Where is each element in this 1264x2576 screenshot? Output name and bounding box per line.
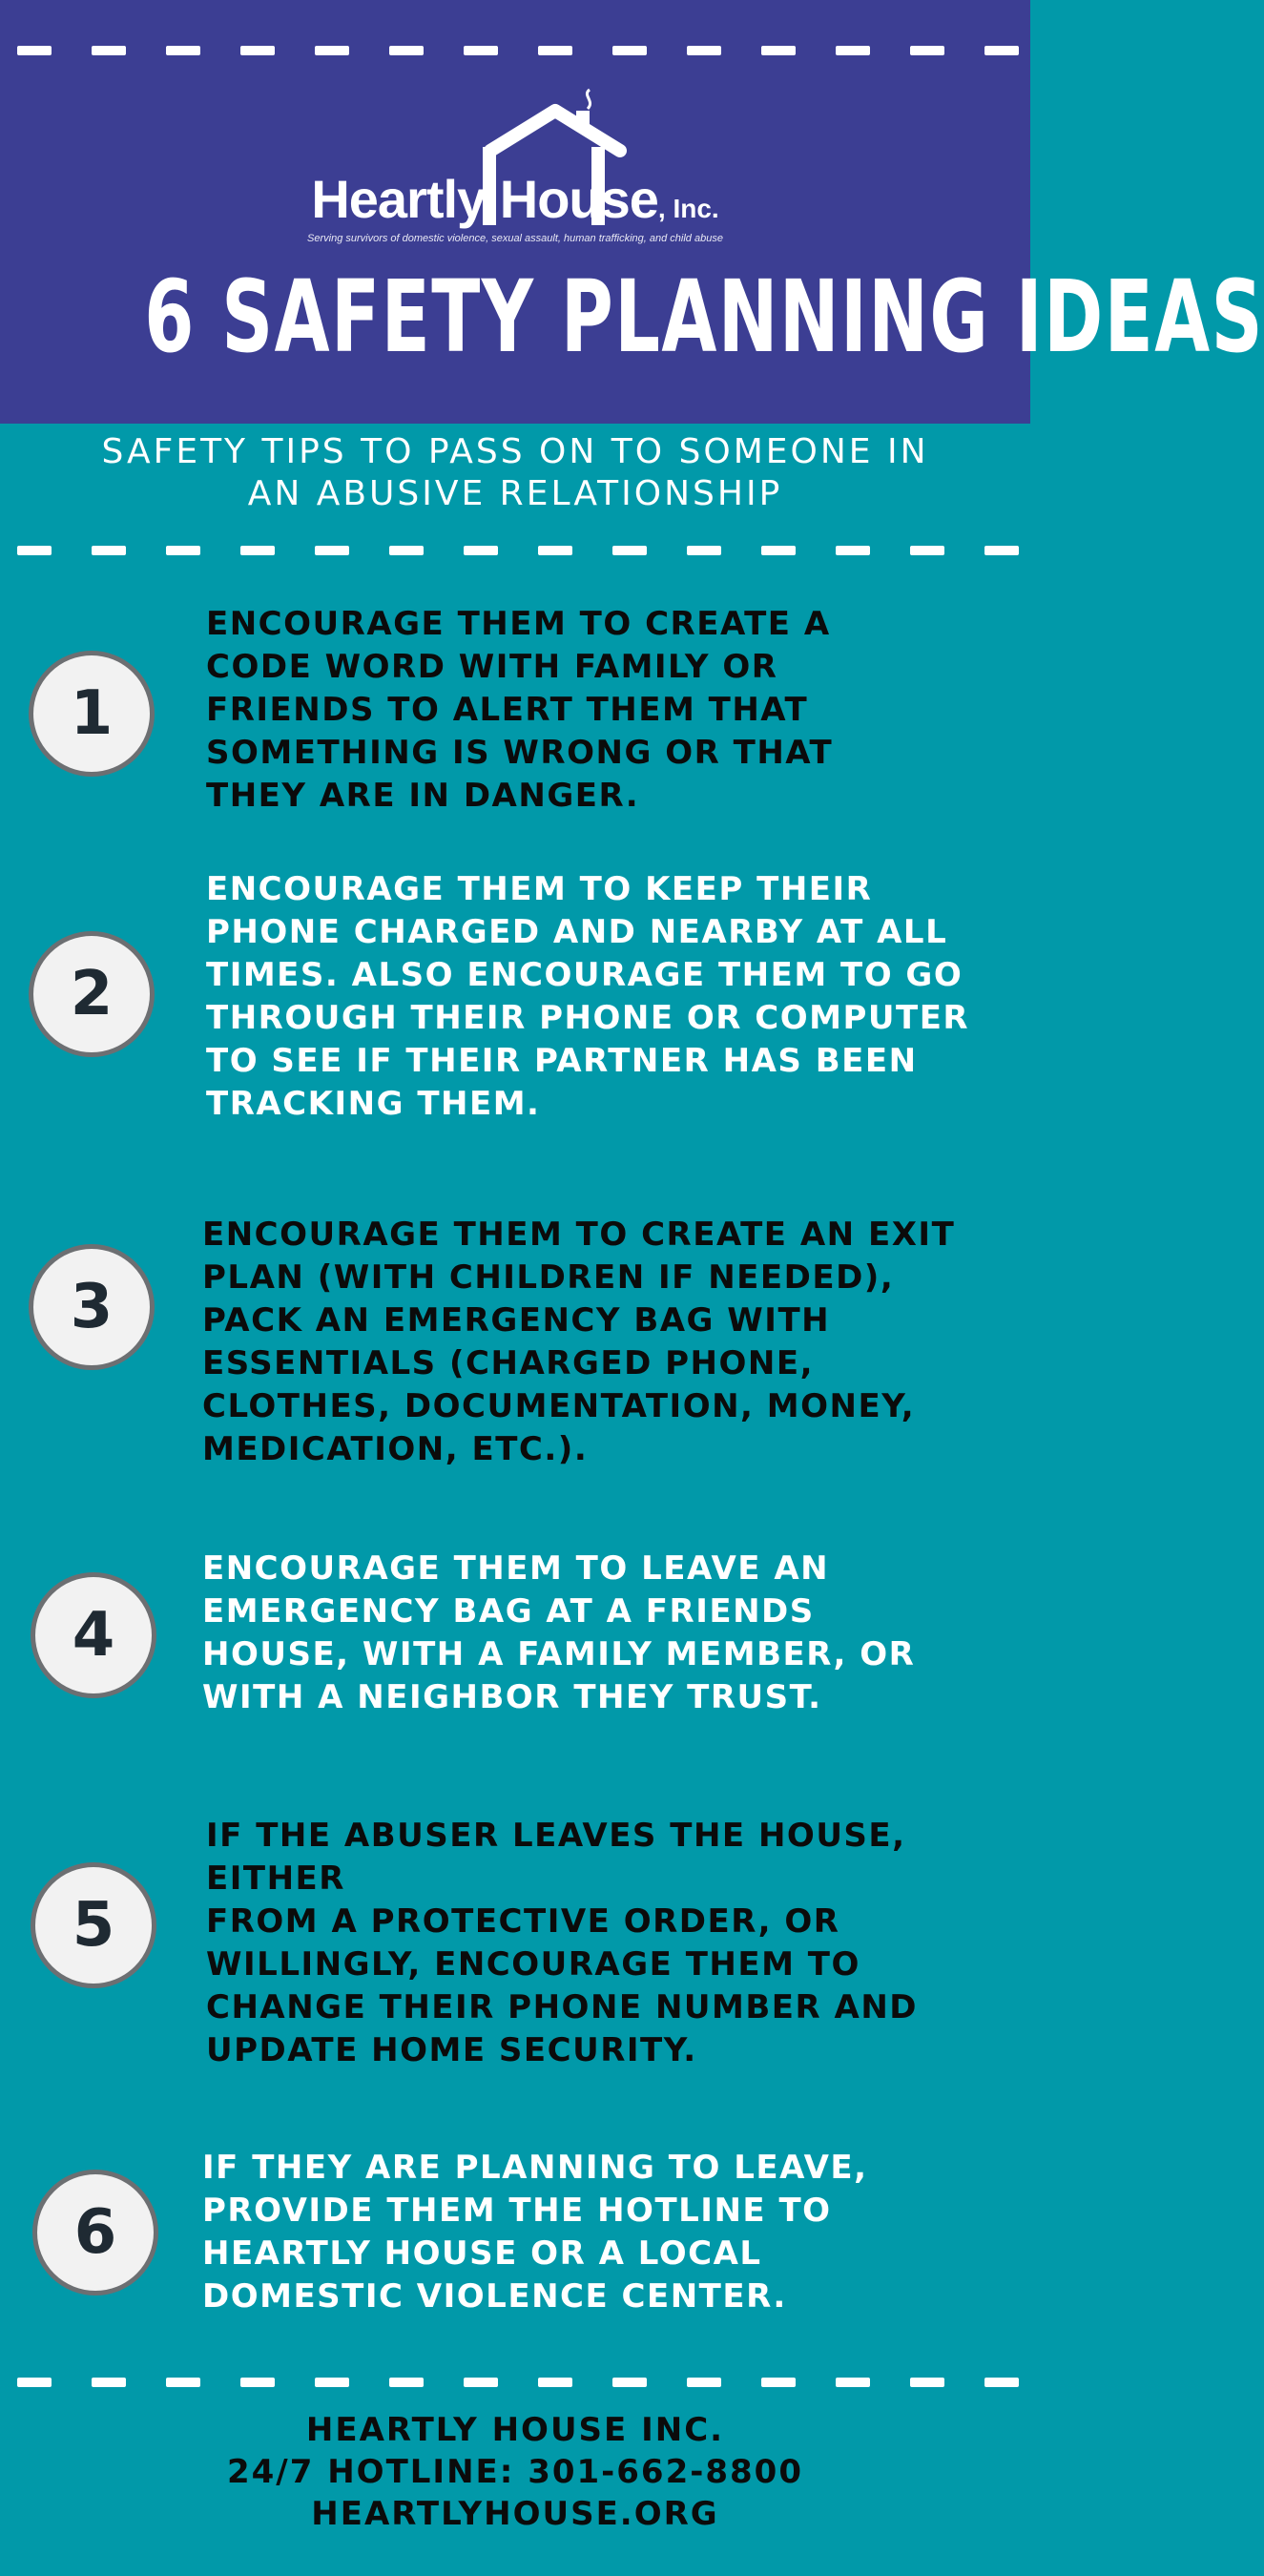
- subtitle: [57, 431, 973, 515]
- tip-number-circle: [31, 1572, 156, 1698]
- dash-segment: [166, 2378, 200, 2387]
- tip-line: TO SEE IF THEIR PARTNER HAS BEEN: [206, 1042, 918, 1080]
- dash-segment: [166, 46, 200, 55]
- tip-line: EMERGENCY BAG AT A FRIENDS: [202, 1592, 815, 1631]
- dash-segment: [984, 46, 1019, 55]
- dash-segment: [166, 546, 200, 555]
- tip-number-circle: [29, 651, 155, 777]
- logo: [0, 82, 1030, 252]
- dash-segment: [687, 46, 721, 55]
- subtitle-line-1: SAFETY TIPS TO PASS ON TO SOMEONE IN: [101, 432, 929, 471]
- tip-text-5: [206, 1815, 1030, 2072]
- dash-segment: [17, 46, 52, 55]
- page-title: 6 SAFETY PLANNING IDEAS: [144, 259, 1264, 375]
- tip-line: DOMESTIC VIOLENCE CENTER.: [202, 2277, 787, 2316]
- dash-segment: [464, 2378, 498, 2387]
- tip-number-circle: [29, 1244, 155, 1370]
- footer-website: HEARTLYHOUSE.ORG: [311, 2495, 719, 2533]
- dash-segment: [17, 2378, 52, 2387]
- dash-segment: [984, 546, 1019, 555]
- tip-line: PACK AN EMERGENCY BAG WITH: [202, 1301, 831, 1340]
- dash-segment: [836, 46, 870, 55]
- dash-segment: [92, 46, 126, 55]
- tip-line: SOMETHING IS WRONG OR THAT: [206, 734, 834, 772]
- footer: [0, 2409, 1030, 2535]
- dash-segment: [910, 46, 944, 55]
- tip-line: THROUGH THEIR PHONE OR COMPUTER: [206, 999, 970, 1037]
- dash-segment: [910, 546, 944, 555]
- tip-text-4: [202, 1548, 915, 1719]
- tip-text-2: [206, 868, 969, 1126]
- tip-line: UPDATE HOME SECURITY.: [206, 2031, 697, 2069]
- dash-segment: [836, 2378, 870, 2387]
- tip-number-circle: [32, 2170, 158, 2296]
- dash-segment: [389, 546, 424, 555]
- dash-segment: [761, 46, 796, 55]
- tip-number-circle: [29, 931, 155, 1057]
- footer-org: HEARTLY HOUSE INC.: [305, 2411, 725, 2449]
- tip-line: ENCOURAGE THEM TO LEAVE AN: [202, 1549, 830, 1588]
- dash-segment: [464, 546, 498, 555]
- brand-suffix: , Inc.: [657, 194, 719, 223]
- dash-segment: [17, 546, 52, 555]
- dash-segment: [612, 2378, 647, 2387]
- dash-segment: [612, 46, 647, 55]
- tip-number: 1: [70, 678, 114, 749]
- brand-tagline: Serving survivors of domestic violence, sexual assault, human trafficking, and child abuse: [307, 233, 723, 244]
- dash-segment: [538, 2378, 572, 2387]
- tip-line: PHONE CHARGED AND NEARBY AT ALL: [206, 913, 948, 951]
- brand-name-text: Heartly House: [311, 169, 658, 229]
- dash-segment: [92, 546, 126, 555]
- dash-segment: [315, 46, 349, 55]
- tip-line: THEY ARE IN DANGER.: [206, 777, 640, 815]
- tip-text-1: [206, 603, 833, 818]
- tip-number: 3: [70, 1272, 114, 1342]
- dashed-divider-middle: [0, 546, 1047, 555]
- tip-line: TIMES. ALSO ENCOURAGE THEM TO GO: [206, 956, 964, 994]
- tip-line: MEDICATION, ETC.).: [202, 1430, 589, 1468]
- tip-line: ENCOURAGE THEM TO CREATE AN EXIT: [202, 1215, 956, 1254]
- tip-line: WILLINGLY, ENCOURAGE THEM TO: [206, 1945, 860, 1984]
- tip-number: 4: [72, 1600, 115, 1671]
- tip-line: ENCOURAGE THEM TO KEEP THEIR: [206, 870, 873, 908]
- dash-segment: [464, 46, 498, 55]
- dash-segment: [836, 546, 870, 555]
- tip-line: HOUSE, WITH A FAMILY MEMBER, OR: [202, 1635, 916, 1673]
- tip-line: CLOTHES, DOCUMENTATION, MONEY,: [202, 1387, 916, 1425]
- dash-segment: [92, 2378, 126, 2387]
- tip-line: ESSENTIALS (CHARGED PHONE,: [202, 1344, 815, 1382]
- dashed-divider-top: [0, 46, 1047, 55]
- tip-line: FRIENDS TO ALERT THEM THAT: [206, 691, 809, 729]
- tip-line: TRACKING THEM.: [206, 1085, 541, 1123]
- subtitle-line-2: AN ABUSIVE RELATIONSHIP: [247, 474, 783, 513]
- tip-line: FROM A PROTECTIVE ORDER, OR: [206, 1902, 840, 1941]
- dash-segment: [612, 546, 647, 555]
- dash-segment: [984, 2378, 1019, 2387]
- tip-line: HEARTLY HOUSE OR A LOCAL: [202, 2234, 762, 2273]
- tip-text-6: [202, 2147, 868, 2318]
- tip-line: IF THEY ARE PLANNING TO LEAVE,: [202, 2149, 868, 2187]
- tip-line: PROVIDE THEM THE HOTLINE TO: [202, 2192, 832, 2230]
- tip-number: 6: [73, 2197, 117, 2268]
- dashed-divider-bottom: [0, 2378, 1047, 2387]
- tip-text-3: [202, 1214, 955, 1471]
- dash-segment: [910, 2378, 944, 2387]
- footer-hotline: 24/7 HOTLINE: 301-662-8800: [226, 2453, 803, 2491]
- dash-segment: [389, 2378, 424, 2387]
- tip-number: 5: [72, 1890, 115, 1961]
- dash-segment: [761, 546, 796, 555]
- dash-segment: [538, 546, 572, 555]
- dash-segment: [389, 46, 424, 55]
- tip-line: CHANGE THEIR PHONE NUMBER AND: [206, 1988, 919, 2026]
- dash-segment: [538, 46, 572, 55]
- brand-name: [0, 169, 1030, 229]
- dash-segment: [687, 2378, 721, 2387]
- dash-segment: [315, 2378, 349, 2387]
- dash-segment: [687, 546, 721, 555]
- header: [0, 0, 1264, 424]
- tip-line: WITH A NEIGHBOR THEY TRUST.: [202, 1678, 822, 1716]
- tip-number: 2: [70, 959, 114, 1029]
- dash-segment: [240, 46, 275, 55]
- tip-line: IF THE ABUSER LEAVES THE HOUSE, EITHER: [206, 1817, 906, 1898]
- tip-line: CODE WORD WITH FAMILY OR: [206, 648, 778, 686]
- tip-line: ENCOURAGE THEM TO CREATE A: [206, 605, 831, 643]
- tip-number-circle: [31, 1862, 156, 1988]
- tip-line: PLAN (WITH CHILDREN IF NEEDED),: [202, 1258, 895, 1297]
- dash-segment: [240, 2378, 275, 2387]
- dash-segment: [240, 546, 275, 555]
- dash-segment: [315, 546, 349, 555]
- dash-segment: [761, 2378, 796, 2387]
